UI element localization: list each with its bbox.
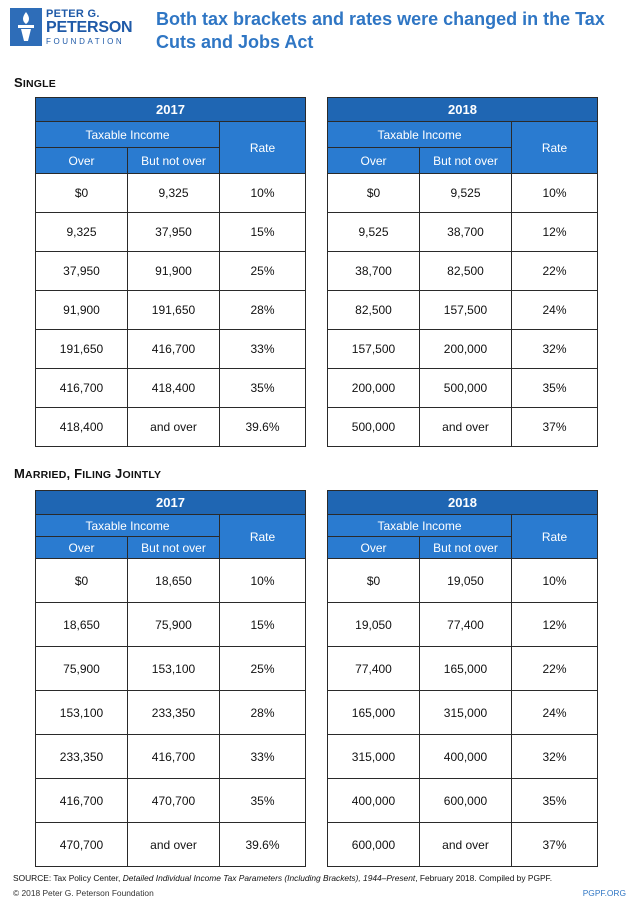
rate-cell: 10% [512,559,598,603]
rate-cell: 35% [220,369,306,408]
married-table-2017 [35,490,306,867]
over-cell: 9,525 [328,213,420,252]
table-row [36,823,306,867]
but-not-over-cell: 82,500 [420,252,512,291]
over-cell: 200,000 [328,369,420,408]
but-not-over-cell: and over [420,408,512,447]
table-year: 2017 [36,98,306,122]
over-cell: 470,700 [36,823,128,867]
over-cell: 500,000 [328,408,420,447]
rate-cell: 37% [512,823,598,867]
rate-cell: 22% [512,252,598,291]
rate-cell: 12% [512,213,598,252]
over-cell: 165,000 [328,691,420,735]
rate-cell: 39.6% [220,823,306,867]
rate-cell: 32% [512,330,598,369]
over-cell: 19,050 [328,603,420,647]
rate-cell: 22% [512,647,598,691]
table-row [328,174,598,213]
over-cell: 91,900 [36,291,128,330]
rate-header: Rate [220,515,306,559]
over-cell: 233,350 [36,735,128,779]
table-row [36,603,306,647]
over-cell: 37,950 [36,252,128,291]
table-row [328,369,598,408]
foundation-logo [10,8,142,46]
table-row [328,330,598,369]
but-not-over-cell: and over [128,408,220,447]
table-row [328,647,598,691]
logo-line-3: FOUNDATION [46,37,125,46]
table-row [36,559,306,603]
table-row [36,330,306,369]
but-not-over-cell: 416,700 [128,330,220,369]
but-not-over-cell: 416,700 [128,735,220,779]
but-not-over-cell: 18,650 [128,559,220,603]
over-header: Over [328,537,420,559]
table-year: 2018 [328,491,598,515]
single-table-2018 [327,97,598,447]
but-not-over-cell: 500,000 [420,369,512,408]
married-table-2018 [327,490,598,867]
over-cell: 418,400 [36,408,128,447]
rate-cell: 35% [512,779,598,823]
rate-cell: 10% [512,174,598,213]
rate-cell: 35% [512,369,598,408]
torch-icon [10,8,42,46]
over-cell: 75,900 [36,647,128,691]
over-cell: 315,000 [328,735,420,779]
table-row [36,735,306,779]
table-year: 2017 [36,491,306,515]
table-row [328,691,598,735]
rate-cell: 33% [220,330,306,369]
over-header: Over [36,148,128,174]
copyright: © 2018 Peter G. Peterson Foundation [13,888,154,898]
but-not-over-cell: 418,400 [128,369,220,408]
headline: Both tax brackets and rates were changed in the Tax Cuts and Jobs Act [156,9,605,52]
source-note: SOURCE: Tax Policy Center, Detailed Individual Income Tax Parameters (Including Brackets), 1944–Present, February 2018. Compiled by PGPF. [13,873,553,883]
over-cell: 77,400 [328,647,420,691]
but-not-over-cell: 400,000 [420,735,512,779]
but-not-over-cell: and over [420,823,512,867]
but-not-over-cell: 91,900 [128,252,220,291]
but-not-over-header: But not over [128,537,220,559]
logo-line-1: PETER G. [46,8,100,20]
but-not-over-cell: 9,525 [420,174,512,213]
but-not-over-cell: and over [128,823,220,867]
but-not-over-cell: 600,000 [420,779,512,823]
table-row [328,779,598,823]
but-not-over-cell: 37,950 [128,213,220,252]
rate-cell: 12% [512,603,598,647]
but-not-over-cell: 233,350 [128,691,220,735]
table-row [36,252,306,291]
over-cell: 416,700 [36,369,128,408]
logo-line-2: PETERSON [46,19,133,36]
but-not-over-header: But not over [420,537,512,559]
but-not-over-cell: 470,700 [128,779,220,823]
rate-cell: 35% [220,779,306,823]
but-not-over-header: But not over [128,148,220,174]
rate-cell: 15% [220,213,306,252]
table-row [36,291,306,330]
table-row [36,647,306,691]
table-year: 2018 [328,98,598,122]
over-cell: 82,500 [328,291,420,330]
rate-cell: 10% [220,559,306,603]
taxable-income-header: Taxable Income [36,122,220,148]
taxable-income-header: Taxable Income [328,122,512,148]
section-title-married: MARRIED, FILING JOINTLY [14,466,162,481]
but-not-over-cell: 75,900 [128,603,220,647]
rate-cell: 15% [220,603,306,647]
table-row [36,408,306,447]
table-row [36,174,306,213]
but-not-over-cell: 191,650 [128,291,220,330]
rate-cell: 39.6% [220,408,306,447]
rate-cell: 25% [220,647,306,691]
over-cell: 191,650 [36,330,128,369]
table-row [328,291,598,330]
over-cell: 38,700 [328,252,420,291]
site-link[interactable]: PGPF.ORG [582,888,626,898]
but-not-over-cell: 200,000 [420,330,512,369]
over-cell: 9,325 [36,213,128,252]
over-cell: $0 [328,559,420,603]
table-row [36,779,306,823]
but-not-over-cell: 9,325 [128,174,220,213]
rate-cell: 28% [220,691,306,735]
rate-header: Rate [512,515,598,559]
rate-cell: 33% [220,735,306,779]
section-title-single: SINGLE [14,75,56,90]
single-table-2017 [35,97,306,447]
table-row [328,408,598,447]
table-row [328,823,598,867]
rate-cell: 24% [512,291,598,330]
but-not-over-cell: 165,000 [420,647,512,691]
rate-cell: 28% [220,291,306,330]
but-not-over-cell: 153,100 [128,647,220,691]
table-row [328,252,598,291]
but-not-over-cell: 38,700 [420,213,512,252]
over-cell: 600,000 [328,823,420,867]
but-not-over-cell: 77,400 [420,603,512,647]
but-not-over-cell: 19,050 [420,559,512,603]
over-cell: 18,650 [36,603,128,647]
but-not-over-cell: 157,500 [420,291,512,330]
rate-header: Rate [512,122,598,174]
rate-cell: 24% [512,691,598,735]
table-row [36,213,306,252]
rate-cell: 32% [512,735,598,779]
table-row [328,735,598,779]
rate-cell: 10% [220,174,306,213]
over-cell: 153,100 [36,691,128,735]
over-cell: $0 [36,174,128,213]
rate-header: Rate [220,122,306,174]
table-row [328,559,598,603]
taxable-income-header: Taxable Income [328,515,512,537]
table-row [328,213,598,252]
table-row [36,691,306,735]
over-cell: $0 [328,174,420,213]
rate-cell: 37% [512,408,598,447]
over-cell: $0 [36,559,128,603]
over-cell: 416,700 [36,779,128,823]
over-cell: 400,000 [328,779,420,823]
table-row [36,369,306,408]
taxable-income-header: Taxable Income [36,515,220,537]
but-not-over-header: But not over [420,148,512,174]
but-not-over-cell: 315,000 [420,691,512,735]
rate-cell: 25% [220,252,306,291]
over-header: Over [36,537,128,559]
over-cell: 157,500 [328,330,420,369]
over-header: Over [328,148,420,174]
table-row [328,603,598,647]
